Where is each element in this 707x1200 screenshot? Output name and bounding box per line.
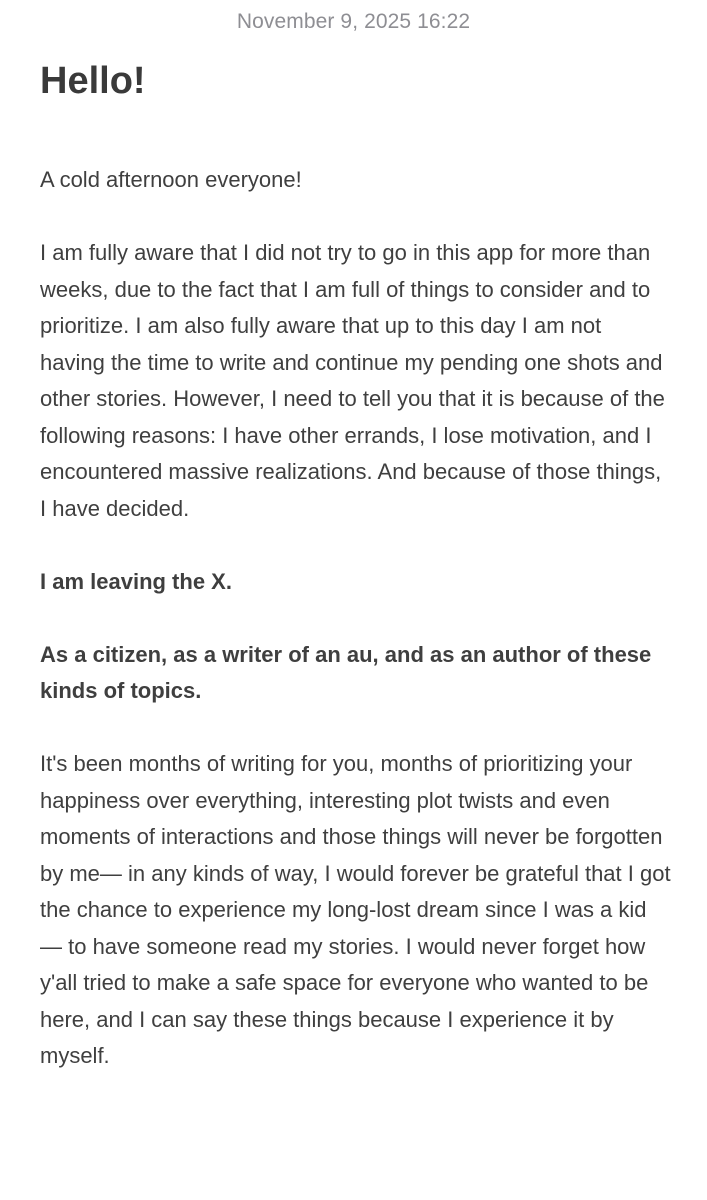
greeting-paragraph: A cold afternoon everyone!: [40, 167, 302, 192]
announcement-detail-paragraph: As a citizen, as a writer of an au, and as an author of these kinds of topics.: [40, 641, 652, 703]
note-body: [40, 162, 672, 1111]
gratitude-paragraph: It's been months of writing for you, months of prioritizing your happiness over everything, interesting plot twists and even moments of interactions and those things will never be forgotten by me— in any kinds of way, I would forever be grateful that I got the chance to experience my long-lost dream since I was a kid — to have someone read my stories. I would never forget how y'all tried to make a safe space for everyone who wanted to be here, and I can say these things because I experience it by myself.: [40, 751, 671, 1068]
note-timestamp: November 9, 2025 16:22: [236, 10, 471, 33]
explanation-paragraph: I am fully aware that I did not try to go in this app for more than weeks, due to the fact that I am full of things to consider and to prioritize. I am also fully aware that up to this day I am not having the time to write and continue my pending one shots and other stories. However, I need to tell you that it is because of the following reasons: I have other errands, I lose motivation, and I encountered massive realizations. And because of those things, I have decided.: [40, 240, 665, 521]
note-title: Hello!: [40, 60, 146, 102]
announcement-paragraph: I am leaving the X.: [40, 568, 232, 594]
